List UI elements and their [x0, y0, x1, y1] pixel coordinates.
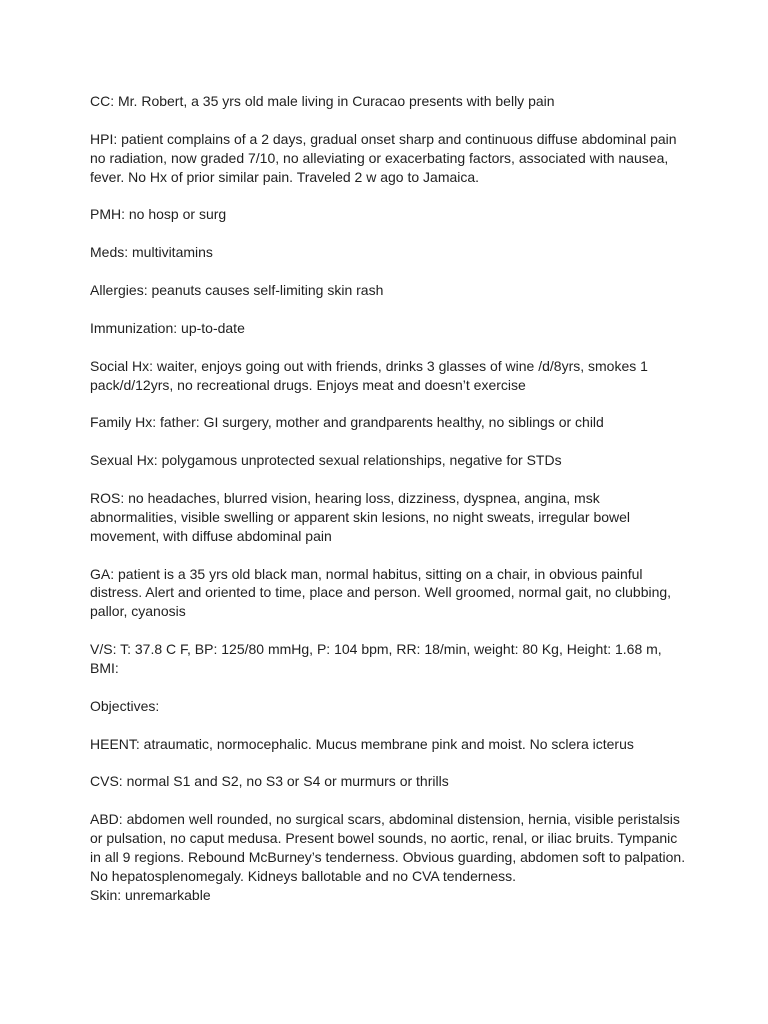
- sexual-history: Sexual Hx: polygamous unprotected sexual relationships, negative for STDs: [90, 452, 562, 469]
- immunization: Immunization: up-to-date: [90, 319, 245, 336]
- allergies: Allergies: peanuts causes self-limiting skin rash: [90, 282, 384, 298]
- review-of-systems: ROS: no headaches, blurred vision, hearing loss, dizziness, dyspnea, angina, msk abnormalities, visible swelling or apparent skin lesions, no night sweats, irregular bowel movement, with diffuse abdominal pain: [90, 489, 631, 544]
- chief-complaint: CC: Mr. Robert, a 35 yrs old male living in Curacao presents with belly pain: [90, 93, 555, 109]
- general-appearance: GA: patient is a 35 yrs old black man, normal habitus, sitting on a chair, in obvious painful distress. Alert and oriented to time, place and person. Well groomed, normal gait, no clubbing, pallor, cyanosis: [90, 565, 672, 620]
- skin-exam: Skin: unremarkable: [90, 886, 211, 903]
- vital-signs: V/S: T: 37.8 C F, BP: 125/80 mmHg, P: 104 bpm, RR: 18/min, weight: 80 Kg, Height: 1.68 m, BMI:: [90, 641, 662, 677]
- abdominal-exam: ABD: abdomen well rounded, no surgical scars, abdominal distension, hernia, visible peristalsis or pulsation, no caput medusa. Present bowel sounds, no aortic, renal, or iliac bruits. Tympanic in all 9 regions. Rebound McBurney’s tenderness. Obvious guarding, abdomen soft to palpation. No hepatosplenomegaly. Kidneys ballotable and no CVA tenderness.: [90, 811, 686, 884]
- medications: Meds: multivitamins: [90, 244, 213, 261]
- social-history: Social Hx: waiter, enjoys going out with friends, drinks 3 glasses of wine /d/8yrs, smokes 1 pack/d/12yrs, no recreational drugs. Enjoys meat and doesn’t exercise: [90, 357, 648, 393]
- cardiovascular-exam: CVS: normal S1 and S2, no S3 or S4 or murmurs or thrills: [90, 773, 449, 790]
- heent-exam: HEENT: atraumatic, normocephalic. Mucus membrane pink and moist. No sclera icterus: [90, 735, 634, 752]
- past-medical-history: PMH: no hosp or surg: [90, 206, 227, 223]
- history-of-present-illness: HPI: patient complains of a 2 days, gradual onset sharp and continuous diffuse abdominal pain no radiation, now graded 7/10, no alleviating or exacerbating factors, associated with nausea, fever. No Hx of prior similar pain. Traveled 2 w ago to Jamaica.: [90, 130, 677, 185]
- objectives-heading: Objectives:: [90, 697, 160, 714]
- document-body: [90, 92, 690, 905]
- family-history: Family Hx: father: GI surgery, mother and grandparents healthy, no siblings or child: [90, 414, 604, 431]
